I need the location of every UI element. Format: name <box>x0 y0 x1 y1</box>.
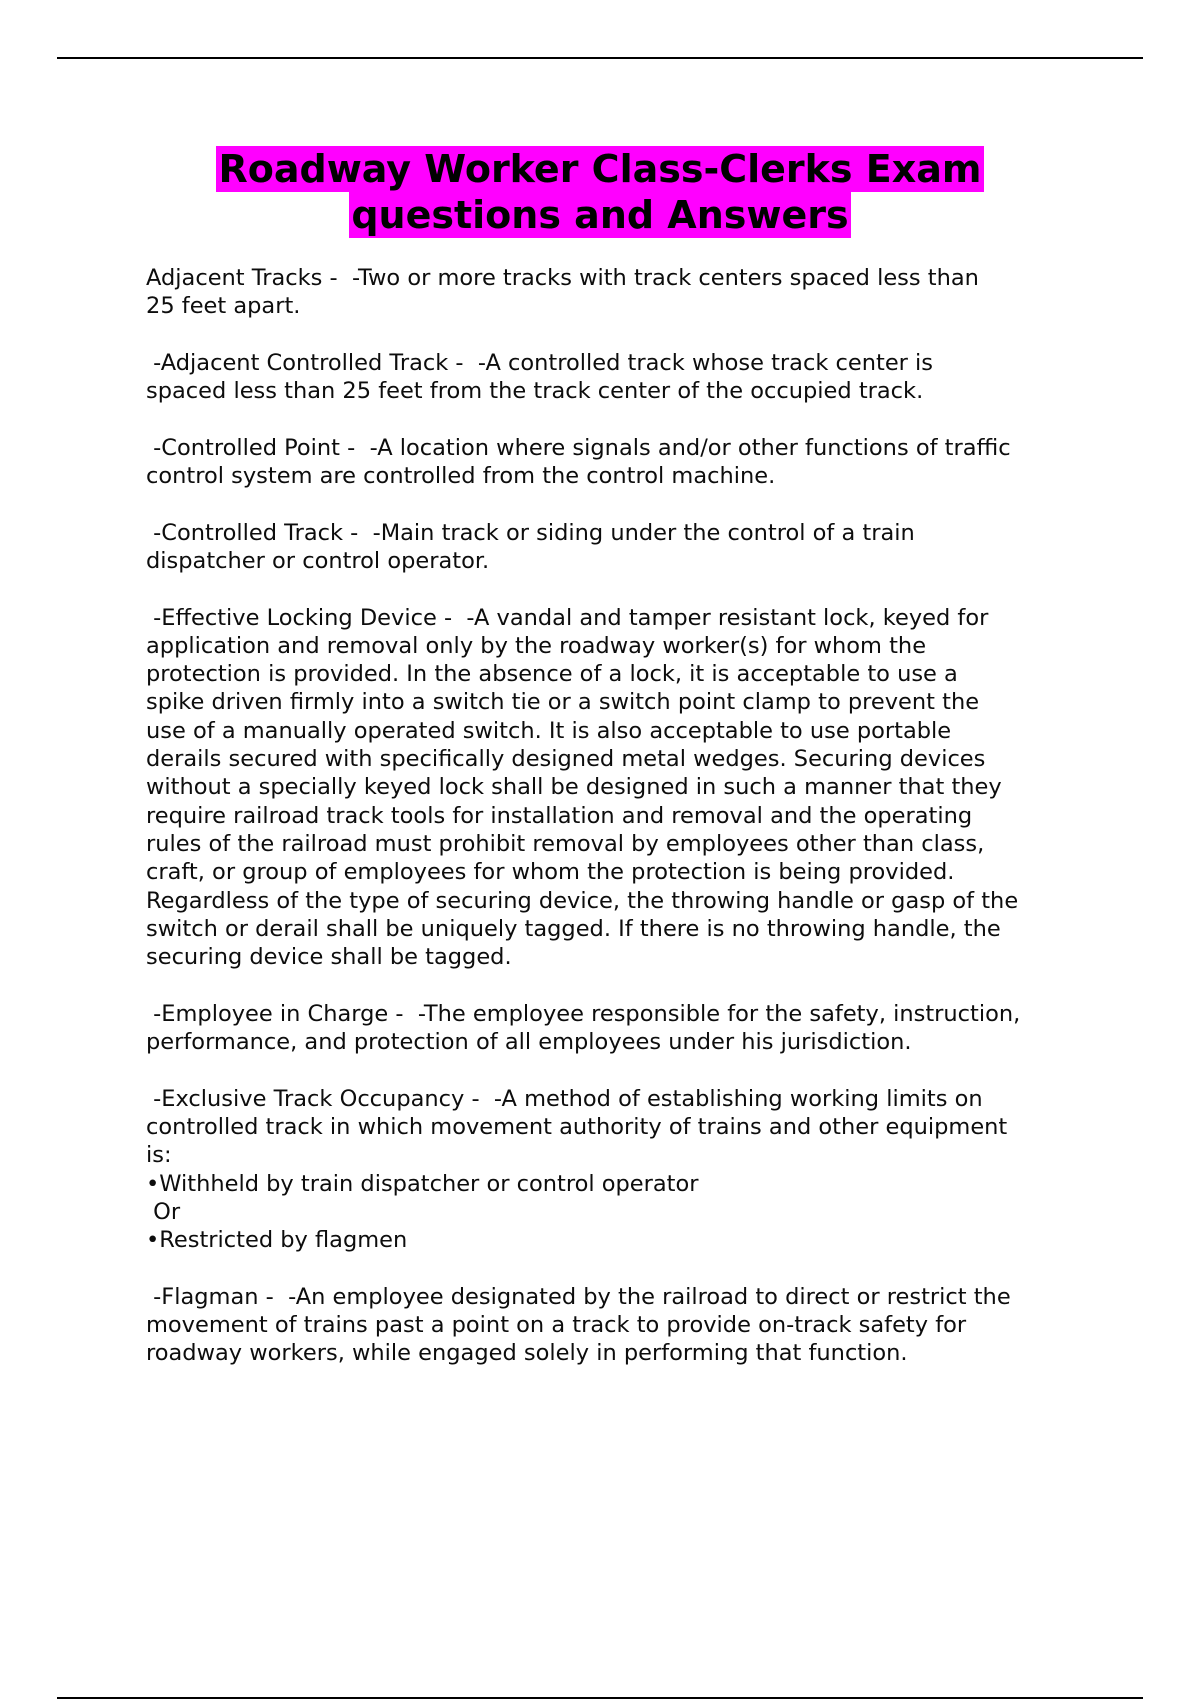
entry-line: Or <box>146 1198 181 1225</box>
entry-line: movement of trains past a point on a track to provide on-track safety for <box>146 1311 967 1338</box>
entry-line: roadway workers, while engaged solely in performing that function. <box>146 1340 908 1367</box>
page-title <box>0 146 1200 238</box>
definition-entry <box>146 604 1096 972</box>
entry-line: require railroad track tools for installation and removal and the operating <box>146 802 973 829</box>
entry-line: spaced less than 25 feet from the track center of the occupied track. <box>146 378 924 405</box>
bottom-rule <box>57 1697 1143 1699</box>
entry-line: •Withheld by train dispatcher or control operator <box>146 1170 699 1197</box>
entry-line: craft, or group of employees for whom the protection is being provided. <box>146 859 955 886</box>
entry-line: rules of the railroad must prohibit removal by employees other than class, <box>146 830 985 857</box>
entry-line: is: <box>146 1142 172 1169</box>
definition-entry <box>146 1283 1096 1368</box>
entry-line: -Employee in Charge - -The employee responsible for the safety, instruction, <box>146 1000 1021 1027</box>
definition-entry <box>146 1085 1096 1255</box>
entry-line: without a specially keyed lock shall be designed in such a manner that they <box>146 774 1002 801</box>
entry-line: -Controlled Track - -Main track or siding under the control of a train <box>146 519 915 546</box>
entry-line: spike driven firmly into a switch tie or a switch point clamp to prevent the <box>146 689 980 716</box>
entry-line: securing device shall be tagged. <box>146 944 512 971</box>
definition-entry <box>146 1000 1096 1057</box>
entry-line: Adjacent Tracks - -Two or more tracks with track centers spaced less than <box>146 265 979 291</box>
entry-line: performance, and protection of all employees under his jurisdiction. <box>146 1029 912 1056</box>
entry-line: -Adjacent Controlled Track - -A controlled track whose track center is <box>146 349 934 376</box>
entry-line: dispatcher or control operator. <box>146 547 490 574</box>
entry-line: control system are controlled from the control machine. <box>146 463 776 490</box>
entry-line: 25 feet apart. <box>146 293 301 320</box>
definition-entry <box>146 434 1096 491</box>
entry-line: -Controlled Point - -A location where signals and/or other functions of traffic <box>146 434 1011 461</box>
definition-entry <box>146 349 1096 406</box>
entry-line: switch or derail shall be uniquely tagged. If there is no throwing handle, the <box>146 915 1001 942</box>
entry-line: derails secured with specifically designed metal wedges. Securing devices <box>146 746 986 773</box>
entry-line: -Flagman - -An employee designated by the railroad to direct or restrict the <box>146 1283 1011 1310</box>
entry-line: -Effective Locking Device - -A vandal and tamper resistant lock, keyed for <box>146 604 989 631</box>
definition-entry <box>146 519 1096 576</box>
document-body <box>146 264 1096 1396</box>
entry-line: controlled track in which movement authority of trains and other equipment <box>146 1113 1008 1140</box>
top-rule <box>57 57 1143 59</box>
entry-line: -Exclusive Track Occupancy - -A method of establishing working limits on <box>146 1085 983 1112</box>
title-line-2: questions and Answers <box>351 193 849 237</box>
entry-line: use of a manually operated switch. It is also acceptable to use portable <box>146 717 952 744</box>
entry-line: application and removal only by the roadway worker(s) for whom the <box>146 632 927 659</box>
entry-line: •Restricted by flagmen <box>146 1227 408 1254</box>
definition-entry <box>146 264 1096 321</box>
title-line-1: Roadway Worker Class-Clerks Exam <box>218 147 982 191</box>
entry-line: protection is provided. In the absence of a lock, it is acceptable to use a <box>146 661 958 688</box>
entry-line: Regardless of the type of securing device, the throwing handle or gasp of the <box>146 887 1019 914</box>
